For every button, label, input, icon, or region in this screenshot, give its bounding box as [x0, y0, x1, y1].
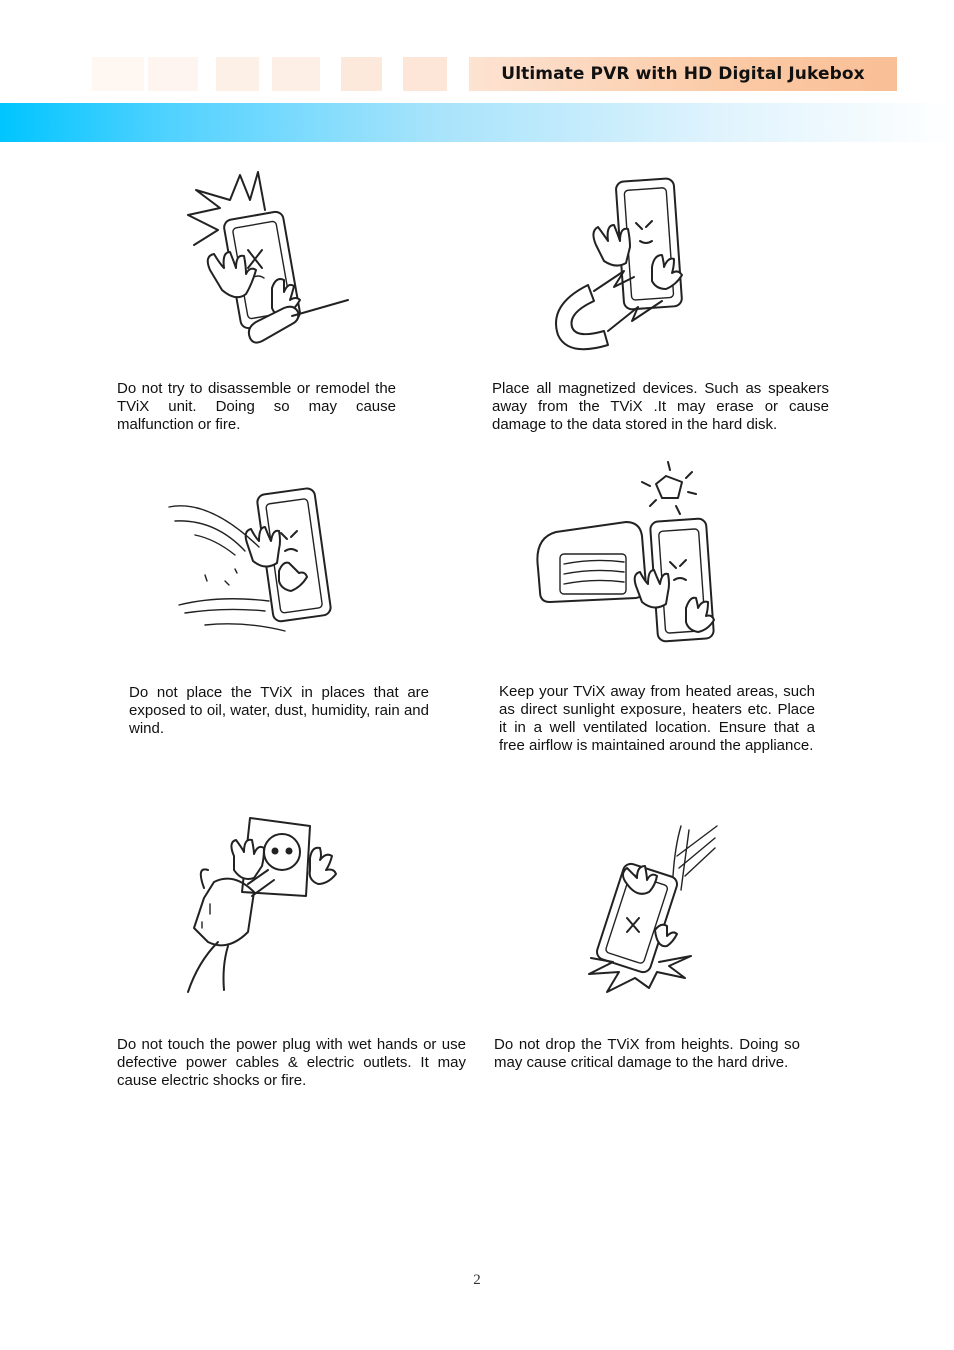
- header-deco-block: [403, 57, 447, 91]
- screwdriver-disassemble-icon: [180, 170, 355, 350]
- page-title: Ultimate PVR with HD Digital Jukebox: [501, 64, 865, 84]
- warning-text: Do not place the TViX in places that are exposed to oil, water, dust, humidity, rain and wind.: [129, 684, 429, 737]
- water-wind-icon: [165, 485, 335, 640]
- header-deco-block: [148, 57, 198, 91]
- magnet-icon: [548, 175, 693, 355]
- header-deco-block: [216, 57, 259, 91]
- header-deco-block: [92, 57, 144, 91]
- warning-text: Do not try to disassemble or remodel the TViX unit. Doing so may cause malfunction or fire.: [117, 380, 396, 433]
- header-banner: [0, 103, 954, 142]
- drop-impact-icon: [585, 822, 720, 994]
- warning-text: Do not touch the power plug with wet hands or use defective power cables & electric outlets. It may cause electric shocks or fire.: [117, 1036, 466, 1089]
- warning-text: Place all magnetized devices. Such as speakers away from the TViX .It may erase or cause damage to the data stored in the hard disk.: [492, 380, 829, 433]
- header-deco-block: [272, 57, 320, 91]
- wet-hand-plug-icon: [178, 812, 348, 994]
- page-number: 2: [473, 1272, 481, 1288]
- heater-sun-icon: [530, 458, 725, 643]
- header-title-bar: [469, 57, 897, 91]
- warning-text: Keep your TViX away from heated areas, such as direct sunlight exposure, heaters etc. Place it in a well ventilated location. Ensure that a free airflow is maintained around the appliance.: [499, 683, 815, 754]
- warning-text: Do not drop the TViX from heights. Doing so may cause critical damage to the hard drive.: [494, 1036, 800, 1071]
- header-deco-block: [341, 57, 382, 91]
